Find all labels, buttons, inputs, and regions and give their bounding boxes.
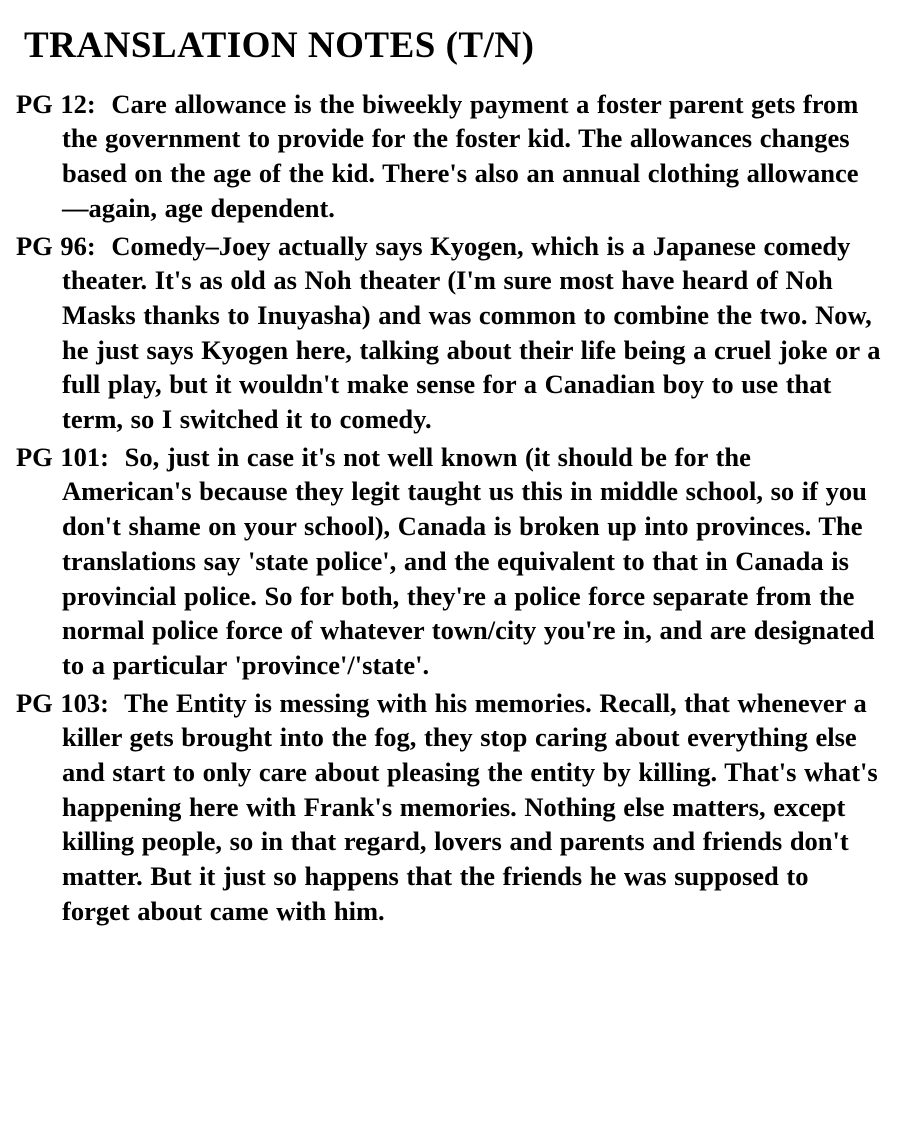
note-label: PG 96:	[16, 230, 96, 261]
note-label: PG 101:	[16, 441, 109, 472]
note-text: The Entity is messing with his memories. Recall, that whenever a killer gets brought into the fog, they stop caring about everything else and start to only care about pleasing the entity by killing. That's what's happening here with Frank's memories. Nothing else matters, except killing people, so in that regard, lovers and parents and friends don't matter. But it just so happens that the friends he was supposed to forget about came with him.	[62, 687, 878, 926]
note	[16, 686, 882, 929]
note	[16, 87, 882, 226]
note-text: So, just in case it's not well known (it should be for the American's because they legit taught us this in middle school, so if you don't shame on your school), Canada is broken up into provinces. The translations say 'state police', and the equivalent to that in Canada is provincial police. So for both, they're a police force separate from the normal police force of whatever town/city you're in, and are designated to a particular 'province'/'state'.	[62, 441, 875, 680]
note	[16, 229, 882, 437]
note	[16, 440, 882, 683]
note-text: Care allowance is the biweekly payment a foster parent gets from the government to provide for the foster kid. The allowances changes based on the age of the kid. There's also an annual clothing allowance—again, age dependent.	[62, 88, 859, 223]
note-label: PG 103:	[16, 687, 109, 718]
note-text: Comedy–Joey actually says Kyogen, which is a Japanese comedy theater. It's as old as Noh theater (I'm sure most have heard of Noh Masks thanks to Inuyasha) and was common to combine the two. Now, he just says Kyogen here, talking about their life being a cruel joke or a full play, but it wouldn't make sense for a Canadian boy to use that term, so I switched it to comedy.	[62, 230, 881, 435]
note-label: PG 12:	[16, 88, 96, 119]
page-title: TRANSLATION NOTES (T/N)	[24, 25, 535, 66]
